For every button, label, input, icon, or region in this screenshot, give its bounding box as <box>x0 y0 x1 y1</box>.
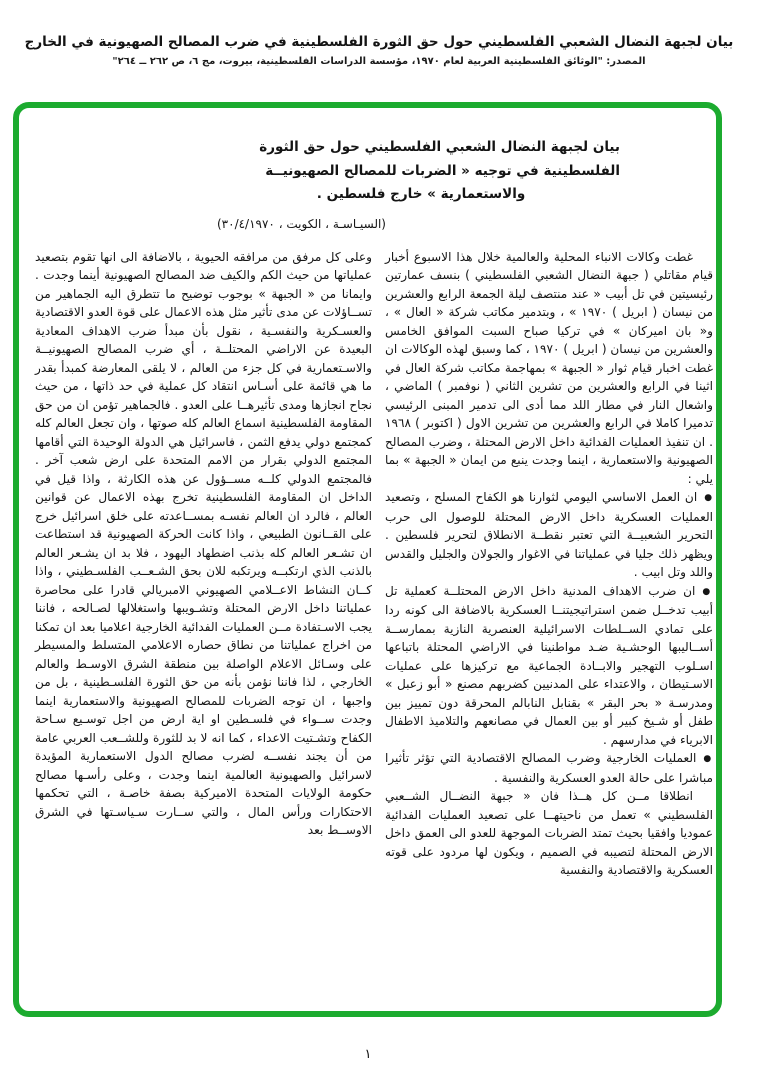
paragraph-intro: غطت وكالات الانباء المحلية والعالمية خلال هذا الاسبوع أخبار قيام مقاتلي ( جبهة النضال الشعبي الفلسطيني ) بنسف عمارتين رئيسيتين في تل أبيب « عند منتصف ليلة الجمعة الرابع والعشرين من نيسان ( ابريل ) ١٩٧٠ » ، وبتدمير مكاتب شركة « العال » ، و« بان اميركان » في تركيا صباح السبت الموافق الخامس والعشرين من نيسان ( ابريل ) ١٩٧٠ ، كما وسبق لهذه الوكالات ان غطت اخبار قيام ثوار « الجبهة » بمهاجمة مكاتب شركة العال في اثينا في الرابع والعشرين من تشرين الثاني ( نوفمبر ) الماضي ، واشعال النار في مطار اللد مما أدى الى تدمير المبنى الرئيسي تدميرا كاملا في الرابع والعشرين من تشرين الاول ( اكتوبر ) ١٩٦٨ . ان تنفيذ العمليات الفدائية داخل الارض المحتلة ، وضرب المصالح الصهيونية والاستعمارية ، اينما وجدت ينبع من ايمان « الجبهة » بما يلي : <box>385 249 714 486</box>
paragraph-conclusion-start: انطلاقا مــن كل هــذا فان « جبهة النضــال الشــعبي الفلسطيني » تعمل من ناحيتهــا على تصعيد العمليات الفدائية عموديا وافقيا بحيث تمتد الضربات الموجهة للعدو الى العمق داخل الارض المحتلة لتصيبه في الصميم ، ويكون لها مردود على قوته العسكرية والاقتصادية والنفسية <box>385 789 713 877</box>
column-right <box>385 248 713 880</box>
header-source-line: المصدر: "الوثائق الفلسطينية العربية لعام ١٩٧٠، مؤسسة الدراسات الفلسطينية، بيروت، مج ٦، ص ٢٦٢ ــ ٢٦٤" <box>112 56 646 67</box>
text-columns <box>19 248 716 880</box>
bullet-icon: ● <box>703 754 713 764</box>
bullet-paragraph-2 <box>385 582 713 750</box>
document-title-line-3: والاستعمارية » خارج فلسطين . <box>316 186 526 202</box>
document-frame <box>13 102 722 1017</box>
column-left <box>35 248 372 840</box>
page-number: ١ <box>364 1047 372 1062</box>
bullet-paragraph-3-text: العمليات الخارجية وضرب المصالح الاقتصادية التي تؤثر تأثيرا مباشرا على حالة العدو العسكرية والنفسية . <box>385 751 713 785</box>
bullet-paragraph-2-text: ان ضرب الاهداف المدنية داخل الارض المحتلــة كعملية تل أبيب تدخــل ضمن استراتيجيتنــا العسكرية بالاضافة الى كونه ردا على تمادي الســلطات الاسرائيلية العنصرية النازية بممارســة أســاليبها الوحشـية ضـد مواطنينا في الاراضي المحتلة باتباعها اسـلوب التهجير والابــادة الجماعية مع تركيزها على عمليات الاسـتيطان ، والاعتداء على المدنيين كضربهم مصنع « أبو زعبل » ومدرسـة « بحر البقر » بقنابل النابالم المحرقة دون تمييز بين طفل أو شـيخ كبير أو بين العمال في مصانعهم والتلاميذ الاطفال الابرياء في مدارسهم . <box>385 583 713 747</box>
document-title <box>222 136 620 207</box>
bullet-paragraph-1 <box>385 488 713 582</box>
page-header <box>0 32 758 67</box>
bullet-paragraph-1-text: ان العمل الاساسي اليومي لثوارنا هو الكفاح المسلح ، وتصعيد العمليات العسكرية داخل الارض المحتلة للوصول الى حرب التحرير الشعبيــة التي تعتبر نقطــة الانطلاق لتحرير فلسطين . ويظهر ذلك جليا في عملياتنا في الاغوار والجولان والجليل والقدس واللد وتل ابيب . <box>385 490 713 579</box>
document-title-line-1: بيان لجبهة النضال الشعبي الفلسطيني حول حق الثورة <box>259 139 620 155</box>
document-title-line-2: الفلسطينية في توجيه « الضربات للمصالح الصهيونيــة <box>265 162 620 179</box>
header-title: بيان لجبهة النضال الشعبي الفلسطيني حول حق الثورة الفلسطينية في ضرب المصالح الصهيونية في الخارج <box>24 34 734 50</box>
bullet-icon: ● <box>702 586 713 597</box>
paragraph-continuation: وعلى كل مرفق من مرافقه الحيوية ، بالاضافة الى انها تقوم بتصعيد عملياتها من حيث الكم والكيف ضد المصالح الصهيونية أينما وجدت . وايمانا من « الجبهة » بوجوب توضيح ما تتطرق اليه الجماهير من تســاؤلات عن مدى تأثير مثل هذه الاعمال على قوة العدو الاقتصادية والعسـكرية والنفسـية ، نقول بأن مبدأ ضرب الاهداف المعادية البعيدة عن الاراضي المحتلــة ، أي ضرب المصالح الصهيونيــة والاسـتعمارية في كل جزء من العالم ، لا يلقى المعارضة كمبدأ بقدر ما هي قائمة على أسـاس انتقاد كل عملية في حد ذاتها ، من حيث نجاح انجازها ومدى تأثيرهــا على العدو . فالجماهير تؤمن ان من حق المقاومة الفلسطينية اسماع العالم كله صوتها ، وان تجعل العالم كله كمجتمع دولي يدفع الثمن ، فاسرائيل هي الدولة الوحيدة التي أقامها المجتمع الدولي بقرار من الامم المتحدة على ارض شعب آخر . فالمجتمع الدولي كلــه مســؤول عن هذه الكارثة ، واذا قيل في الداخل ان المقاومة الفلسطينية تخرج بهذه الاعمال عن قوانين العالم ، فالرد ان العالم نفسـه بمســاعدته على خلق اسرائيل خرج على القــانون الطبيعي ، واذا كانت الحركة الصهيونية قد استطاعت ان تشـعر العالم كله بذنب اضطهاد اليهود ، فلا بد ان يشـعر العالم بالذنب الذي ارتكبــه ويرتكبه للان بحق الشـعــب الفلسـطيني ، واذا كــان النشاط الاعــلامي الصهيوني الامبريالي قادرا على محاصرة عملياتنا داخل الارض المحتلة وتشـويبها واستغلالها لصـالحه ، فاننا يجب الاسـتفادة مــن العمليات الفدائية الخارجية اعلاميا بعد ان تمكنا من اخراج عملياتنا من نطاق حصاره الاعلامي المتسلط والمسيطر على وسـائل الاعلام الواصلة بين منطقة الشرق الاوسـط والعالم الخارجي ، لذا فاننا نؤمن بأنه من حق الثورة الفلسـطينية ، بل من واجبها ، ان توجه الضربات للمصالح الصهيونية والاستعمارية اينما وجدت ســواء في فلسـطين او اية ارض من اجل توسـيع سـاحة الكفاح وتشـتيت الاعداء ، كما انه لا بد للثورة وللشــعب العربي عامة من أن يجند نفســه لضرب مصالح الدول الاستعمارية المؤيدة لاسرائيل والصهيونية العالمية اينما وجدت ، وعلى رأسـها مصالح حكومة الولايات المتحدة الاميركية بصفة خاصـة ، التي تحكمها الاحتكارات ورأس المال ، والتي ســارت سـياسـتها في الشرق الاوســط بعد <box>35 249 372 837</box>
bullet-paragraph-3 <box>385 749 713 787</box>
bullet-icon: ● <box>704 493 714 503</box>
dateline: (السيـاسـة ، الكويت ، ٣٠/٤/١٩٧٠) <box>216 216 386 231</box>
